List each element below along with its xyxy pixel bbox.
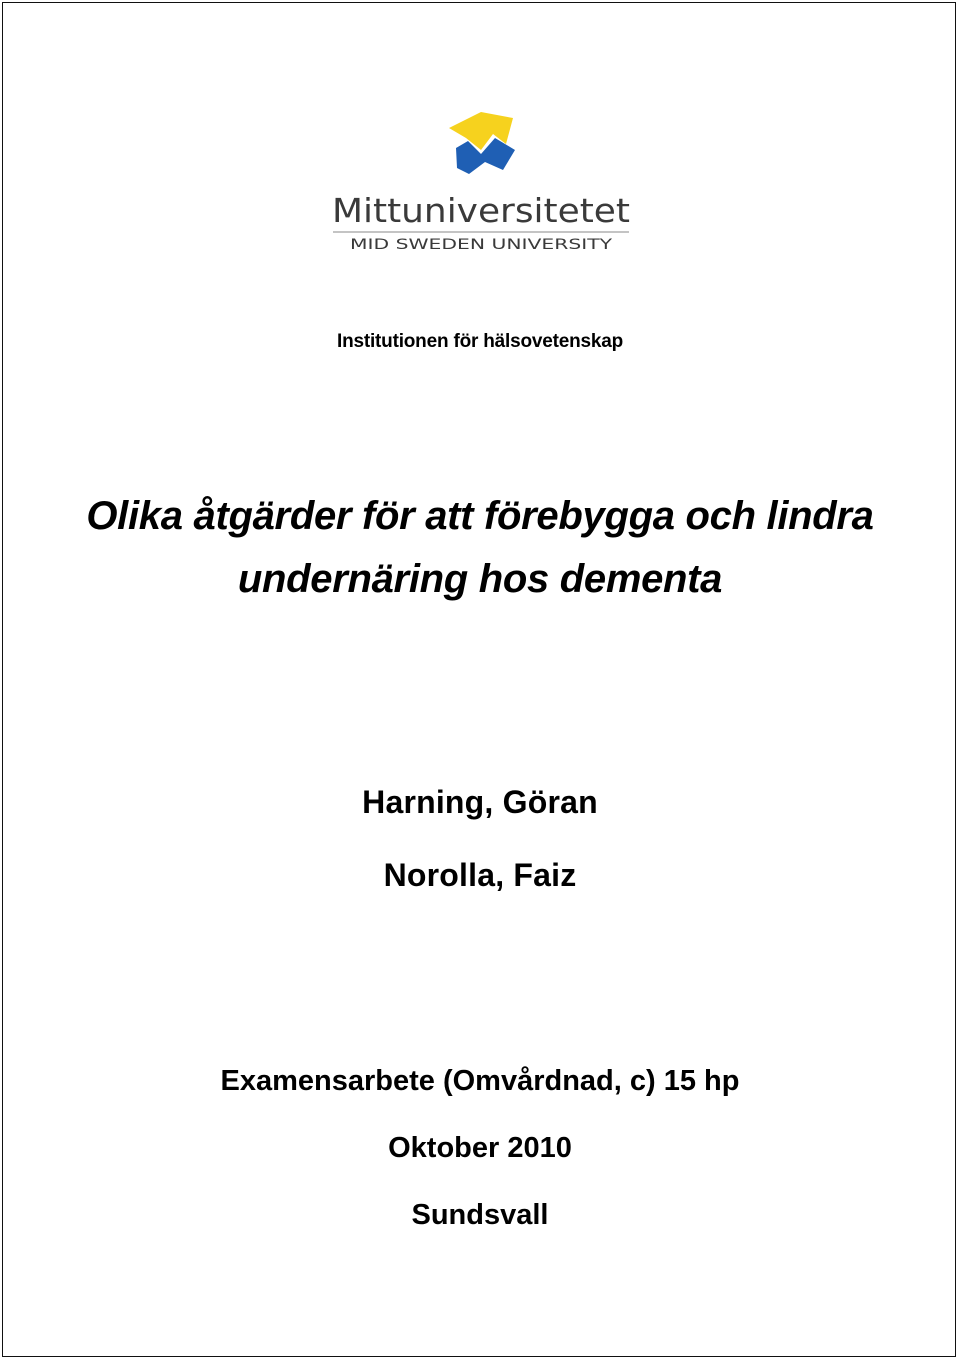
logo-tagline: MID SWEDEN UNIVERSITY [350,237,613,253]
logo-wordmark: Mittuniversitetet [332,191,631,230]
author-1: Harning, Göran [362,784,598,820]
thesis-title-line-2: undernäring hos dementa [237,557,723,601]
university-logo [331,108,631,253]
institution-name: Institutionen för hälsovetenskap [336,331,624,352]
logo-mark-icon [449,112,515,174]
thesis-date: Oktober 2010 [388,1132,572,1164]
author-2: Norolla, Faiz [383,857,577,893]
thesis-place: Sundsvall [411,1199,549,1231]
thesis-type: Examensarbete (Omvårdnad, c) 15 hp [220,1065,740,1097]
thesis-title-line-1: Olika åtgärder för att förebygga och lindra [86,494,874,538]
